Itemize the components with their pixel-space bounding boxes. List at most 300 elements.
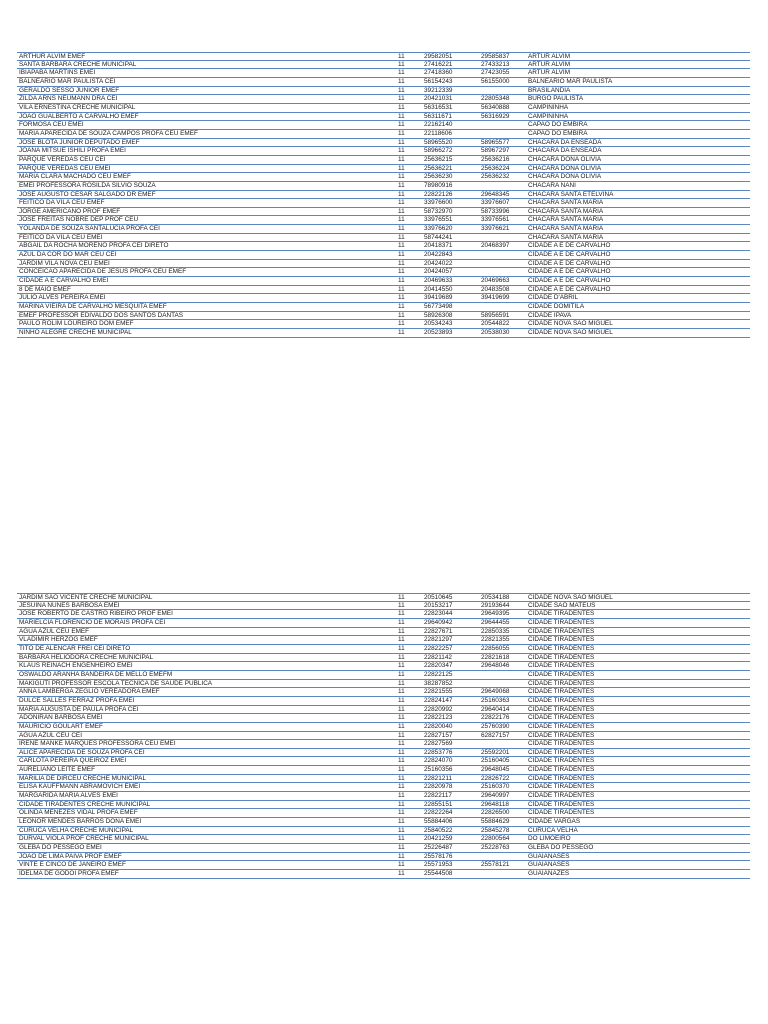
cell-area: 11: [398, 225, 405, 233]
cell-phone1: 22822123: [424, 714, 453, 722]
cell-area: 11: [398, 129, 405, 137]
cell-city: CAPAO DO EMBIRA: [528, 129, 588, 137]
cell-phone2: 22826722: [481, 774, 510, 782]
cell-city: CHACARA SANTA MARIA: [528, 207, 604, 215]
cell-area: 11: [398, 774, 405, 782]
cell-name: MARGARIDA MARIA ALVES EMEI: [19, 792, 118, 800]
cell-phone1: 25544508: [424, 870, 453, 877]
cell-phone1: 22822257: [424, 644, 453, 652]
cell-city: CIDADE TIRADENTES: [528, 800, 595, 808]
cell-phone2: 25160363: [481, 696, 510, 704]
cell-phone2: 25160370: [481, 783, 510, 791]
cell-name: AURELIANO LEITE EMEF: [19, 766, 95, 774]
cell-phone1: 58744241: [424, 233, 453, 241]
cell-area: 11: [398, 766, 405, 774]
cell-phone1: 22822126: [424, 190, 453, 198]
cell-phone2: 29649395: [481, 610, 510, 618]
cell-phone1: 22824147: [424, 696, 453, 704]
cell-phone1: 20421259: [424, 835, 453, 843]
cell-city: CIDADE TIRADENTES: [528, 731, 595, 739]
table-row: [17, 593, 750, 602]
cell-area: 11: [398, 870, 405, 877]
cell-city: CAMPININHA: [528, 112, 569, 120]
cell-phone2: 25160405: [481, 757, 510, 765]
cell-city: CHACARA NANI: [528, 181, 576, 189]
cell-phone1: 27418360: [424, 69, 453, 77]
cell-city: CIDADE TIRADENTES: [528, 696, 595, 704]
cell-city: CHACARA DONA OLIVIA: [528, 155, 602, 163]
cell-phone1: 25571953: [424, 861, 453, 869]
cell-name: AGUA AZUL CEU EMEF: [19, 627, 90, 635]
table-row: [17, 242, 750, 251]
table-row: [17, 234, 750, 243]
cell-area: 11: [398, 303, 405, 311]
cell-city: CIDADE TIRADENTES: [528, 662, 595, 670]
cell-phone1: 58965520: [424, 138, 453, 146]
table-row: [17, 320, 750, 329]
cell-phone1: 22820347: [424, 662, 453, 670]
table-row: [17, 714, 750, 723]
cell-phone1: 38287852: [424, 679, 453, 687]
cell-name: YOLANDA DE SOUZA SANTALUCIA PROFA CEI: [19, 225, 160, 233]
cell-name: DULCE SALLES FERRAZ PROFA EMEI: [19, 696, 135, 704]
cell-city: CIDADE A E DE CARVALHO: [528, 251, 611, 259]
cell-phone1: 22822264: [424, 809, 453, 817]
cell-phone2: 20483508: [481, 285, 510, 293]
cell-phone2: 58967297: [481, 147, 510, 155]
cell-phone1: 56311671: [424, 112, 452, 120]
cell-area: 11: [398, 60, 405, 68]
cell-phone2: 29644455: [481, 618, 510, 626]
cell-name: JORGE AMERICANO PROF EMEF: [19, 207, 121, 215]
cell-city: CHACARA SANTA MARIA: [528, 216, 604, 224]
cell-phone1: 56773498: [424, 303, 453, 311]
cell-area: 11: [398, 147, 405, 155]
cell-phone1: 58926308: [424, 311, 453, 319]
table-row: [17, 853, 750, 862]
school-table-bottom: [17, 593, 750, 879]
cell-area: 11: [398, 636, 405, 644]
cell-name: VLADIMIR HERZOG EMEF: [19, 636, 98, 644]
cell-city: CIDADE SAO MATEUS: [528, 601, 596, 609]
cell-city: BALNEARIO MAR PAULISTA: [528, 77, 613, 85]
cell-area: 11: [398, 627, 405, 635]
cell-phone2: 56340888: [481, 103, 510, 111]
cell-city: BURGO PAULISTA: [528, 95, 584, 103]
cell-name: IBIAPABA MARTINS EMEI: [19, 69, 96, 77]
cell-phone2: 22805348: [481, 95, 510, 103]
table-row: [17, 827, 750, 836]
cell-name: BALNEARIO MAR PAULISTA CEI: [19, 77, 116, 85]
cell-name: JULIO ALVES PEREIRA EMEI: [19, 294, 106, 302]
cell-area: 11: [398, 826, 405, 834]
cell-city: CIDADE DOMITILA: [528, 303, 585, 311]
cell-name: AZUL DA COR DO MAR CEU CEI: [19, 251, 117, 259]
cell-phone2: 22826500: [481, 809, 510, 817]
cell-phone2: 58733996: [481, 207, 510, 215]
cell-city: GUAIANASES: [528, 852, 570, 860]
cell-name: ARTHUR ALVIM EMEF: [19, 53, 86, 60]
cell-name: IRENE MANKE MARQUES PROFESSORA CEU EMEI: [19, 740, 176, 748]
cell-name: ZILDA ARNS NEUMANN DRA CEI: [19, 95, 118, 103]
cell-phone2: 22850335: [481, 627, 510, 635]
table-row: [17, 312, 750, 321]
cell-name: FEITICO DA VILA CEU EMEI: [19, 233, 103, 241]
cell-name: MARIELCIA FLORENCIO DE MORAIS PROFA CEI: [19, 618, 166, 626]
table-row: [17, 104, 750, 113]
cell-name: MARIA AUGUSTA DE PAULA PROFA CEI: [19, 705, 139, 713]
cell-phone1: 22821297: [424, 636, 453, 644]
cell-name: JOSE AUGUSTO CESAR SALGADO DR EMEF: [19, 190, 156, 198]
cell-phone1: 22821142: [424, 653, 452, 661]
cell-phone2: 56316929: [481, 112, 510, 120]
cell-city: GUAIANASES: [528, 861, 570, 869]
cell-phone1: 33976551: [424, 216, 453, 224]
cell-area: 11: [398, 653, 405, 661]
table-row: [17, 61, 750, 70]
cell-phone1: 20523893: [424, 329, 453, 336]
table-row: [17, 130, 750, 139]
cell-city: CIDADE TIRADENTES: [528, 636, 595, 644]
cell-phone2: 22822176: [481, 714, 510, 722]
cell-phone1: 29582051: [424, 53, 453, 60]
cell-area: 11: [398, 173, 405, 181]
table-row: [17, 69, 750, 78]
cell-city: CIDADE A E DE CARVALHO: [528, 242, 611, 250]
table-row: [17, 766, 750, 775]
table-row: [17, 749, 750, 758]
cell-area: 11: [398, 216, 405, 224]
cell-city: CIDADE A E DE CARVALHO: [528, 277, 611, 285]
cell-phone1: 20414550: [424, 285, 453, 293]
cell-name: JOANA MITSUE ISHILI PROFA EMEI: [19, 147, 126, 155]
cell-city: CIDADE TIRADENTES: [528, 757, 595, 765]
cell-area: 11: [398, 95, 405, 103]
cell-phone2: 55884629: [481, 818, 510, 826]
cell-city: CHACARA DA ENSEADA: [528, 147, 602, 155]
cell-name: VINTE E CINCO DE JANEIRO EMEF: [19, 861, 126, 869]
cell-phone1: 56154243: [424, 77, 453, 85]
table-row: [17, 208, 750, 217]
cell-area: 11: [398, 138, 405, 146]
cell-phone2: 25592201: [481, 748, 510, 756]
cell-name: JOSE BLOTA JUNIOR DEPUTADO EMEF: [19, 138, 140, 146]
cell-phone1: 33976620: [424, 225, 453, 233]
cell-area: 11: [398, 800, 405, 808]
cell-name: CIDADE TIRADENTES CRECHE MUNICIPAL: [19, 800, 151, 808]
cell-city: CIDADE NOVA SAO MIGUEL: [528, 594, 613, 601]
cell-area: 11: [398, 757, 405, 765]
cell-name: GLEBA DO PESSEGO EMEI: [19, 844, 102, 852]
cell-city: CIDADE A E DE CARVALHO: [528, 285, 611, 293]
cell-city: CIDADE TIRADENTES: [528, 670, 595, 678]
cell-city: CIDADE VARGAS: [528, 818, 581, 826]
cell-area: 11: [398, 242, 405, 250]
cell-area: 11: [398, 259, 405, 267]
cell-name: CARLOTA PEREIRA QUEIROZ EMEI: [19, 757, 127, 765]
cell-name: GERALDO SESSO JUNIOR EMEF: [19, 86, 120, 94]
cell-phone2: 29585837: [481, 53, 510, 60]
table-row: [17, 165, 750, 174]
table-row: [17, 671, 750, 680]
cell-phone1: 22820040: [424, 722, 453, 730]
cell-area: 11: [398, 644, 405, 652]
table-row: [17, 801, 750, 810]
cell-name: OSWALDO ARANHA BANDEIRA DE MELLO EMEFM: [19, 670, 173, 678]
cell-name: NINHO ALEGRE CRECHE MUNICIPAL: [19, 329, 132, 336]
cell-area: 11: [398, 679, 405, 687]
cell-area: 11: [398, 190, 405, 198]
cell-phone1: 25578176: [424, 852, 453, 860]
cell-phone2: 20534188: [481, 594, 510, 601]
cell-area: 11: [398, 688, 405, 696]
cell-phone1: 33976600: [424, 199, 453, 207]
cell-name: KLAUS REINACH ENGENHEIRO EMEI: [19, 662, 133, 670]
cell-phone1: 25636221: [424, 164, 453, 172]
cell-name: ANNA LAMBERGA ZEGLIO VEREADORA EMEF: [19, 688, 160, 696]
cell-phone1: 25636230: [424, 173, 453, 181]
cell-phone1: 20418371: [424, 242, 453, 250]
cell-name: SANTA BARBARA CRECHE MUNICIPAL: [19, 60, 137, 68]
cell-area: 11: [398, 207, 405, 215]
cell-name: FEITICO DA VILA CEU EMEF: [19, 199, 105, 207]
cell-name: OLINDA MENEZES VIDAL PROFA EMEF: [19, 809, 138, 817]
cell-area: 11: [398, 670, 405, 678]
cell-city: CHACARA DONA OLIVIA: [528, 164, 602, 172]
cell-phone1: 22820992: [424, 705, 453, 713]
cell-phone2: 29193644: [481, 601, 510, 609]
cell-name: CIDADE A E CARVALHO EMEI: [19, 277, 109, 285]
table-row: [17, 619, 750, 628]
cell-phone1: 22855151: [424, 800, 453, 808]
cell-area: 11: [398, 285, 405, 293]
cell-area: 11: [398, 714, 405, 722]
table-row: [17, 645, 750, 654]
cell-city: CHACARA SANTA MARIA: [528, 233, 604, 241]
cell-phone2: 33976561: [481, 216, 510, 224]
cell-phone1: 22118606: [424, 129, 452, 137]
cell-city: CURUCA VELHA: [528, 826, 578, 834]
cell-city: CIDADE TIRADENTES: [528, 774, 595, 782]
cell-name: BARBARA HELIODORA CRECHE MUNICIPAL: [19, 653, 154, 661]
cell-phone1: 20469633: [424, 277, 453, 285]
cell-phone1: 22827569: [424, 740, 453, 748]
cell-phone1: 25160356: [424, 766, 453, 774]
cell-phone2: 22800564: [481, 835, 510, 843]
cell-area: 11: [398, 233, 405, 241]
cell-phone2: 29640997: [481, 792, 510, 800]
cell-phone2: 29640414: [481, 705, 510, 713]
cell-name: PARQUE VEREDAS CEU EMEI: [19, 164, 111, 172]
cell-phone2: 29648118: [481, 800, 509, 808]
cell-name: IDELMA DE GODOI PROFA EMEF: [19, 870, 119, 877]
cell-city: CIDADE D'ABRIL: [528, 294, 579, 302]
cell-name: MARINA VIEIRA DE CARVALHO MESQUITA EMEF: [19, 303, 167, 311]
cell-phone1: 22827157: [424, 731, 453, 739]
table-row: [17, 260, 750, 269]
cell-name: AGUA AZUL CEU CEI: [19, 731, 82, 739]
cell-city: CIDADE TIRADENTES: [528, 766, 595, 774]
table-row: [17, 688, 750, 697]
cell-phone2: 33976621: [481, 225, 510, 233]
cell-name: DURVAL VIOLA PROF CRECHE MUNICIPAL: [19, 835, 149, 843]
table-row: [17, 757, 750, 766]
cell-area: 11: [398, 155, 405, 163]
cell-area: 11: [398, 320, 405, 328]
cell-phone1: 20424057: [424, 268, 453, 276]
cell-area: 11: [398, 103, 405, 111]
table-row: [17, 139, 750, 148]
cell-city: CIDADE IPAVA: [528, 311, 572, 319]
cell-name: ELISA KAUFFMANN ABRAMOVICH EMEI: [19, 783, 141, 791]
cell-name: MARILIA DE DIRCEU CRECHE MUNICIPAL: [19, 774, 147, 782]
cell-phone1: 22827671: [424, 627, 453, 635]
cell-city: CHACARA SANTA ETELVINA: [528, 190, 614, 198]
cell-city: CIDADE TIRADENTES: [528, 618, 595, 626]
cell-city: CIDADE TIRADENTES: [528, 705, 595, 713]
table-row: [17, 182, 750, 191]
cell-phone1: 20510645: [424, 594, 453, 601]
cell-name: MARIA APARECIDA DE SOUZA CAMPOS PROFA CEU EMEF: [19, 129, 198, 137]
cell-name: PARQUE VEREDAS CEU CEI: [19, 155, 106, 163]
cell-name: JOAO GUALBERTO A CARVALHO EMEF: [19, 112, 139, 120]
cell-phone1: 22820978: [424, 783, 453, 791]
table-row: [17, 792, 750, 801]
table-row: [17, 95, 750, 104]
table-row: [17, 216, 750, 225]
table-row: [17, 870, 750, 879]
school-table-top: [17, 52, 750, 338]
cell-name: CURUCA VELHA CRECHE MUNICIPAL: [19, 826, 134, 834]
cell-city: CHACARA DA ENSEADA: [528, 138, 602, 146]
cell-area: 11: [398, 818, 405, 826]
cell-phone1: 22824070: [424, 757, 453, 765]
cell-phone1: 22821555: [424, 688, 453, 696]
cell-area: 11: [398, 311, 405, 319]
cell-city: CIDADE TIRADENTES: [528, 627, 595, 635]
cell-area: 11: [398, 112, 405, 120]
cell-name: JOSE ROBERTO DE CASTRO RIBEIRO PROF EMEI: [19, 610, 173, 618]
cell-phone1: 25840522: [424, 826, 453, 834]
cell-name: CONCEICAO APARECIDA DE JESUS PROFA CEU EMEF: [19, 268, 187, 276]
cell-city: CIDADE TIRADENTES: [528, 679, 595, 687]
cell-name: JARDIM SAO VICENTE CRECHE MUNICIPAL: [19, 594, 153, 601]
cell-phone2: 58965577: [481, 138, 510, 146]
table-row: [17, 732, 750, 741]
table-row: [17, 628, 750, 637]
cell-city: GUAIANAZES: [528, 870, 570, 877]
cell-phone2: 22821618: [481, 653, 510, 661]
cell-phone2: 29648045: [481, 766, 510, 774]
cell-phone1: 22823044: [424, 610, 453, 618]
cell-area: 11: [398, 618, 405, 626]
cell-area: 11: [398, 601, 405, 609]
cell-area: 11: [398, 594, 405, 601]
cell-phone1: 27416221: [424, 60, 453, 68]
cell-phone2: 20468397: [481, 242, 510, 250]
table-row: [17, 286, 750, 295]
table-row: [17, 602, 750, 611]
cell-name: EMEF PROFESSOR EDIVALDO DOS SANTOS DANTAS: [19, 311, 184, 319]
cell-phone2: 29648345: [481, 190, 510, 198]
table-row: [17, 818, 750, 827]
cell-name: 8 DE MAIO EMEF: [19, 285, 71, 293]
cell-name: ADONIRAN BARBOSA EMEI: [19, 714, 103, 722]
cell-area: 11: [398, 610, 405, 618]
cell-area: 11: [398, 861, 405, 869]
cell-city: CIDADE NOVA SAO MIGUEL: [528, 329, 613, 336]
cell-phone2: 33976607: [481, 199, 510, 207]
cell-phone1: 25226487: [424, 844, 453, 852]
cell-phone2: 25636224: [481, 164, 510, 172]
cell-name: JESUINA NUNES BARBOSA EMEI: [19, 601, 120, 609]
table-row: [17, 740, 750, 749]
cell-area: 11: [398, 277, 405, 285]
table-row: [17, 654, 750, 663]
cell-phone1: 22822125: [424, 670, 453, 678]
cell-city: CIDADE NOVA SAO MIGUEL: [528, 320, 613, 328]
cell-phone2: 29649068: [481, 688, 510, 696]
cell-area: 11: [398, 852, 405, 860]
table-row: [17, 303, 750, 312]
cell-phone1: 20534243: [424, 320, 453, 328]
table-row: [17, 610, 750, 619]
cell-name: ALICE APARECIDA DE SOUZA PROFA CEI: [19, 748, 145, 756]
cell-phone2: 25578121: [481, 861, 510, 869]
table-row: [17, 706, 750, 715]
cell-phone2: 22821355: [481, 636, 510, 644]
cell-city: CHACARA DONA OLIVIA: [528, 173, 602, 181]
table-row: [17, 835, 750, 844]
cell-name: JARDIM VILA NOVA CEU EMEI: [19, 259, 110, 267]
cell-area: 11: [398, 181, 405, 189]
table-row: [17, 636, 750, 645]
cell-area: 11: [398, 748, 405, 756]
cell-phone1: 22821211: [424, 774, 452, 782]
cell-area: 11: [398, 809, 405, 817]
table-row: [17, 844, 750, 853]
cell-phone2: 25636232: [481, 173, 510, 181]
cell-area: 11: [398, 783, 405, 791]
cell-phone1: 58732970: [424, 207, 453, 215]
cell-city: CIDADE TIRADENTES: [528, 714, 595, 722]
cell-name: JOSE FREITAS NOBRE DEP PROF CEU: [19, 216, 139, 224]
cell-area: 11: [398, 268, 405, 276]
cell-area: 11: [398, 844, 405, 852]
cell-city: CIDADE TIRADENTES: [528, 792, 595, 800]
cell-area: 11: [398, 662, 405, 670]
cell-name: MAKIGUTI PROFESSOR ESCOLA TECNICA DE SAUDE PUBLICA: [19, 679, 213, 687]
cell-name: MAURICIO GOULART EMEF: [19, 722, 103, 730]
cell-phone1: 58966272: [424, 147, 453, 155]
table-row: [17, 78, 750, 87]
cell-city: CIDADE TIRADENTES: [528, 740, 595, 748]
cell-phone2: 56155000: [481, 77, 510, 85]
cell-area: 11: [398, 121, 405, 129]
cell-name: PAULO ROLIM LOUREIRO DOM EMEF: [19, 320, 134, 328]
cell-phone1: 20421031: [424, 95, 453, 103]
cell-phone2: 62827157: [481, 731, 510, 739]
cell-area: 11: [398, 77, 405, 85]
table-row: [17, 191, 750, 200]
cell-name: JOAO DE LIMA PAIVA PROF EMEF: [19, 852, 122, 860]
table-row: [17, 87, 750, 96]
cell-phone2: 27423055: [481, 69, 510, 77]
cell-phone2: 22856055: [481, 644, 510, 652]
cell-city: ARTUR ALVIM: [528, 69, 571, 77]
cell-phone1: 78980916: [424, 181, 453, 189]
cell-phone2: 58956591: [481, 311, 510, 319]
